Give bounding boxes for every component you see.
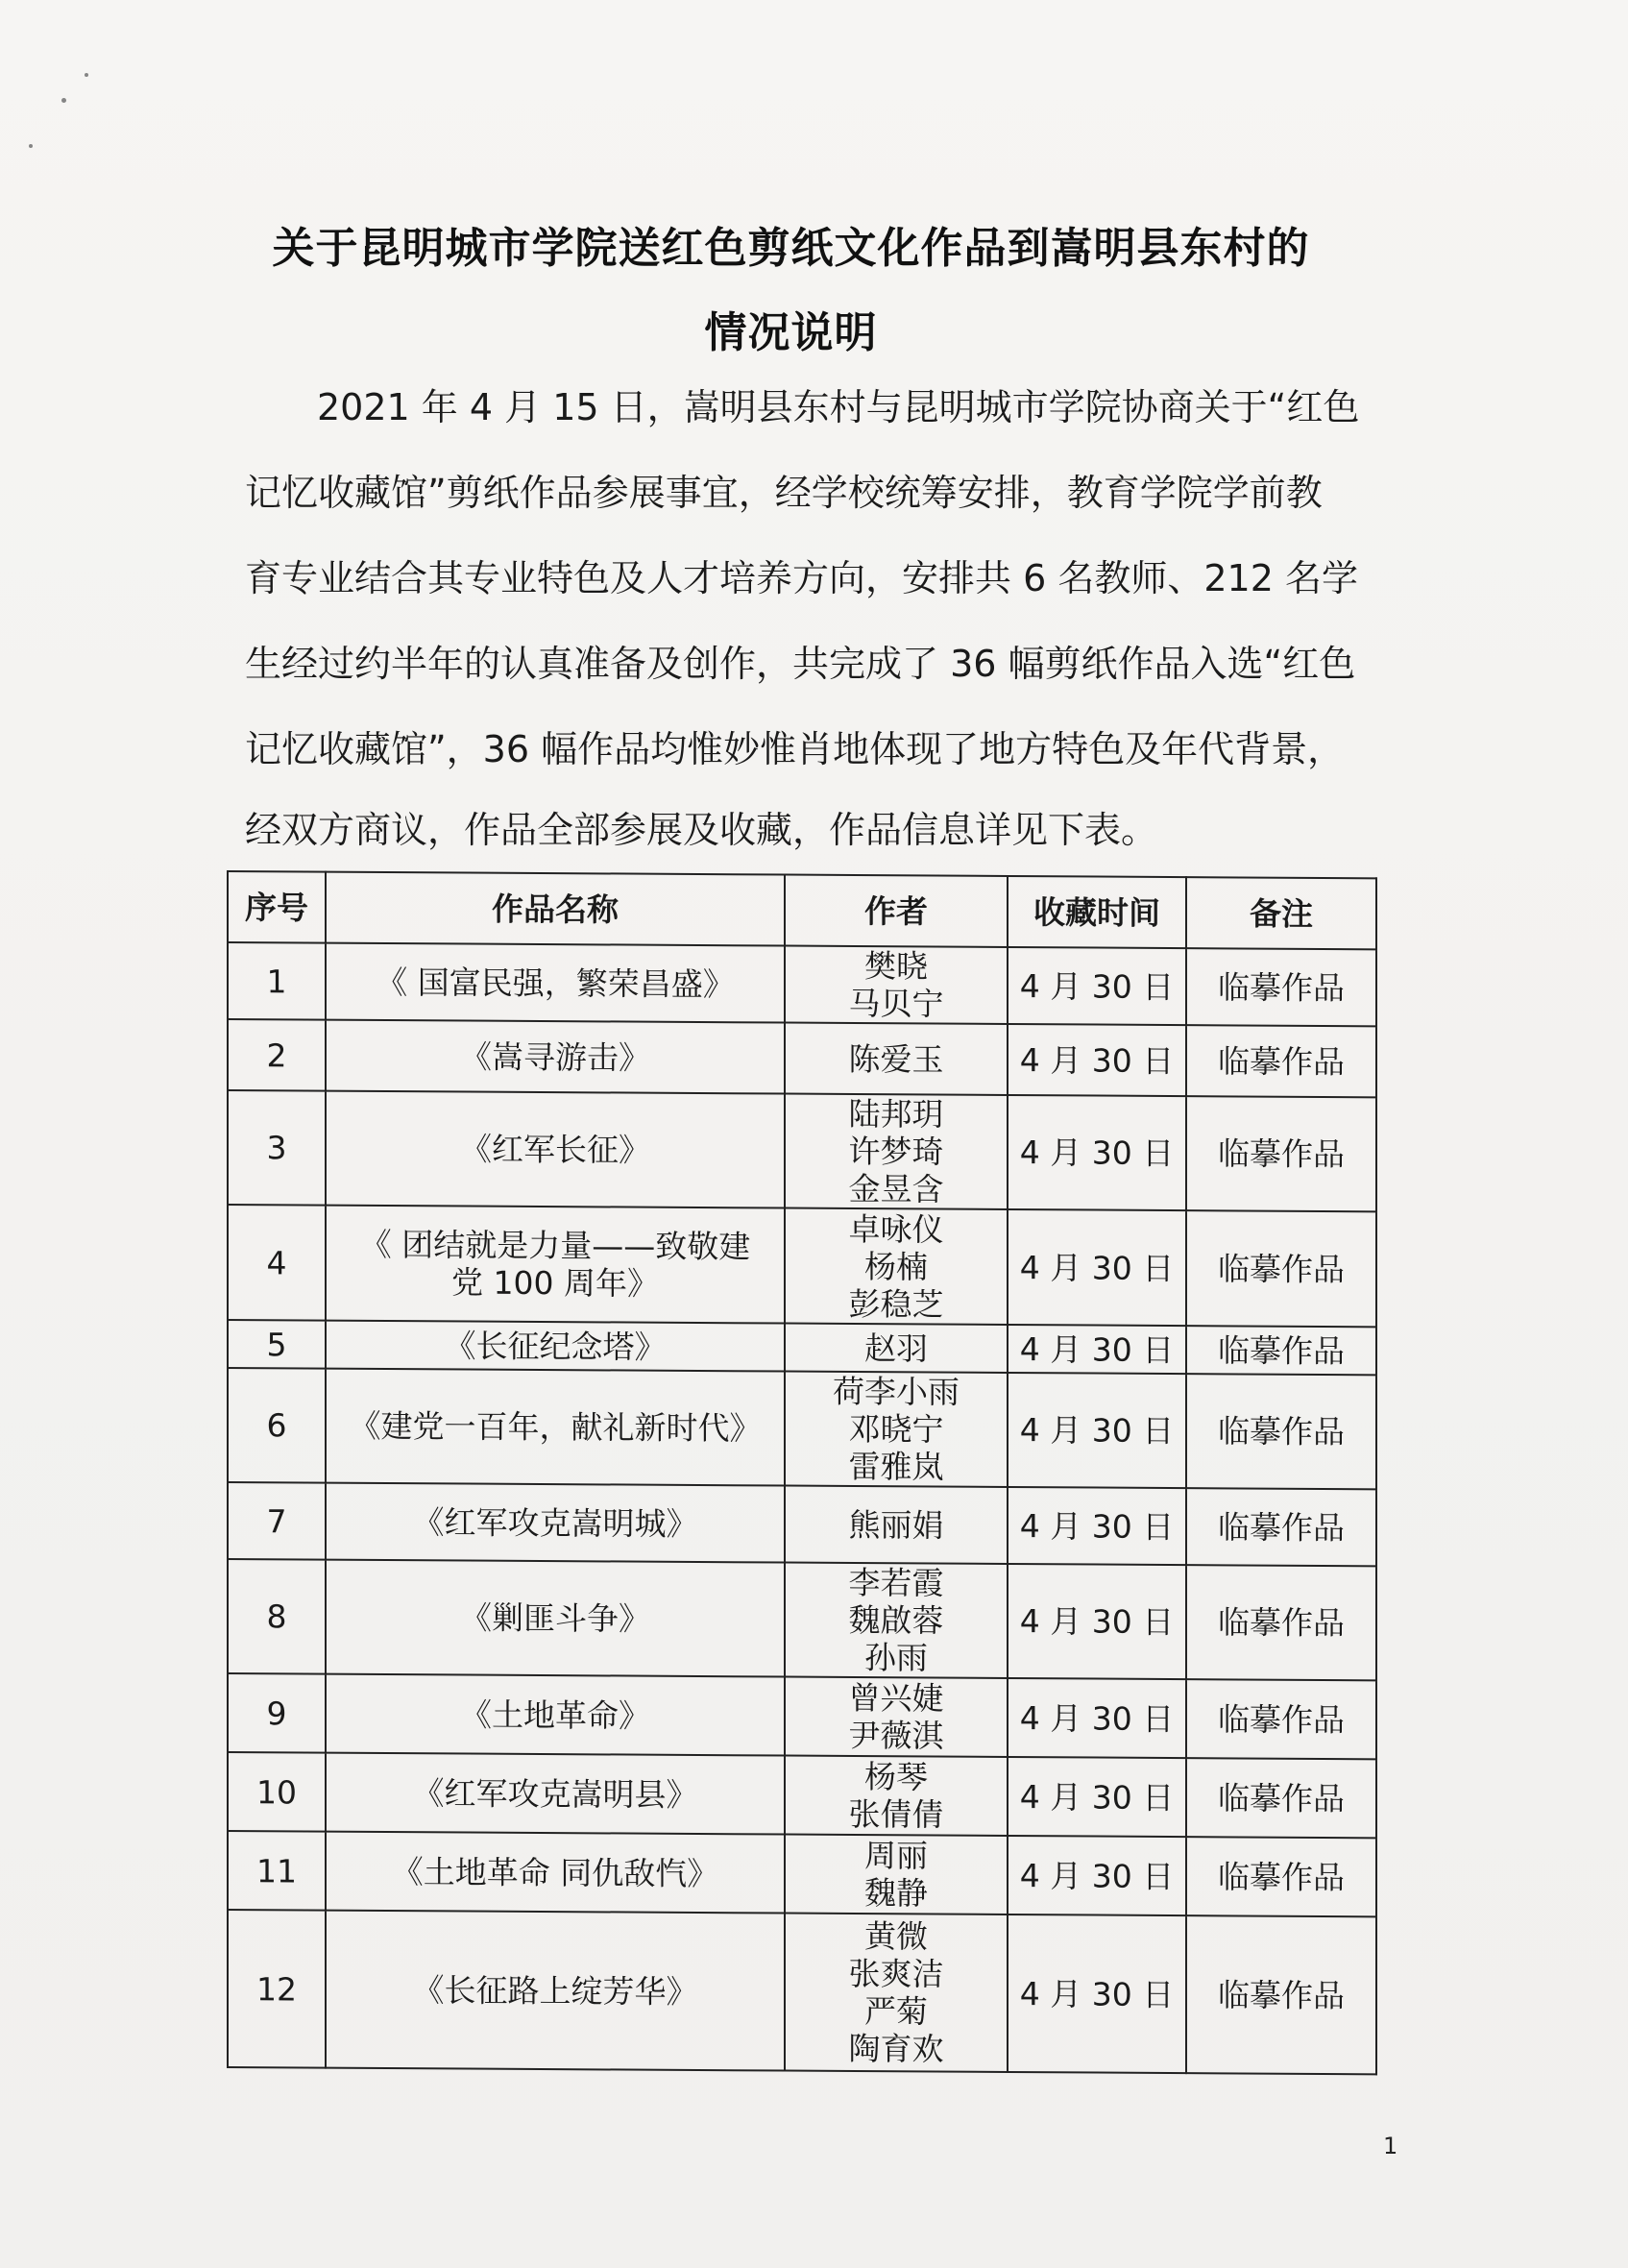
cell-note: 临摹作品 (1186, 1488, 1376, 1566)
author-name: 熊丽娟 (848, 1505, 944, 1545)
cell-name: 《建党一百年，献礼新时代》 (326, 1369, 785, 1486)
author-name: 尹薇淇 (848, 1716, 944, 1755)
cell-authors (785, 1677, 1008, 1757)
cell-time: 4 月 30 日 (1008, 1914, 1186, 2073)
author-name: 卓咏仪 (848, 1209, 944, 1249)
cell-note: 临摹作品 (1186, 1758, 1376, 1838)
cell-time: 4 月 30 日 (1008, 1757, 1186, 1837)
cell-index: 3 (228, 1090, 326, 1206)
author-name: 陆邦玥 (848, 1094, 944, 1134)
table-row (228, 1019, 1376, 1097)
document-title-line-1: 关于昆明城市学院送红色剪纸文化作品到嵩明县东村的 (272, 224, 1310, 273)
paragraph-line: 经双方商议，作品全部参展及收藏，作品信息详见下表。 (245, 809, 1158, 851)
cell-time: 4 月 30 日 (1008, 1024, 1186, 1096)
cell-index: 2 (228, 1019, 326, 1091)
cell-authors (785, 1324, 1008, 1373)
cell-name: 《 国富民强，繁荣昌盛》 (326, 943, 785, 1023)
cell-authors (785, 1094, 1008, 1209)
table-row (228, 1673, 1376, 1759)
works-table (227, 870, 1377, 2075)
scan-speck (61, 98, 66, 103)
cell-time: 4 月 30 日 (1008, 1095, 1186, 1210)
cell-index: 8 (228, 1559, 326, 1674)
author-name: 魏啟蓉 (848, 1600, 944, 1640)
author-name: 魏静 (864, 1874, 928, 1913)
header-author: 作者 (785, 875, 1008, 947)
document-title-line-2: 情况说明 (704, 308, 878, 357)
author-name: 荷李小雨 (833, 1372, 960, 1411)
cell-time: 4 月 30 日 (1008, 1678, 1186, 1758)
table-row (228, 1831, 1376, 1916)
paragraph-line: 2021 年 4 月 15 日，嵩明县东村与昆明城市学院协商关于“红色 (317, 386, 1360, 428)
author-name: 黄微 (864, 1917, 928, 1956)
cell-index: 10 (228, 1752, 326, 1832)
cell-index: 7 (228, 1482, 326, 1560)
cell-time: 4 月 30 日 (1008, 1564, 1186, 1679)
table-row (228, 1205, 1376, 1327)
author-name: 樊晓 (864, 947, 928, 986)
author-name: 张倩倩 (848, 1794, 944, 1834)
author-name: 赵羽 (864, 1329, 928, 1367)
author-name: 杨琴 (864, 1758, 928, 1796)
paragraph-line: 记忆收藏馆”，36 幅作品均惟妙惟肖地体现了地方特色及年代背景， (245, 728, 1345, 770)
author-name: 孙雨 (864, 1639, 928, 1677)
cell-authors (785, 1563, 1008, 1678)
author-name: 雷雅岚 (848, 1447, 944, 1486)
cell-note: 临摹作品 (1186, 1915, 1376, 2074)
author-name: 周丽 (864, 1837, 928, 1875)
cell-index: 1 (228, 942, 326, 1020)
header-index: 序号 (228, 871, 326, 943)
author-name: 曾兴婕 (848, 1678, 944, 1718)
author-name: 彭稳芝 (848, 1284, 944, 1324)
paragraph-line: 记忆收藏馆”剪纸作品参展事宜，经学校统筹安排，教育学院学前教 (245, 472, 1323, 514)
header-note: 备注 (1186, 877, 1376, 949)
cell-authors (785, 946, 1008, 1024)
table-header-row (228, 871, 1376, 949)
table-row (228, 1482, 1376, 1566)
cell-index: 11 (228, 1831, 326, 1911)
paragraph-line: 生经过约半年的认真准备及创作，共完成了 36 幅剪纸作品入选“红色 (245, 643, 1356, 685)
cell-authors (785, 1208, 1008, 1325)
cell-authors (785, 1914, 1008, 2072)
cell-index: 4 (228, 1205, 326, 1321)
header-name: 作品名称 (326, 872, 785, 946)
cell-note: 临摹作品 (1186, 1374, 1376, 1489)
cell-authors (785, 1486, 1008, 1564)
table-row (228, 1090, 1376, 1211)
table-row (228, 1752, 1376, 1838)
work-name-line: 《 团结就是力量——致敬建 (359, 1225, 751, 1266)
table-row (228, 1910, 1376, 2074)
author-name: 杨楠 (864, 1247, 928, 1285)
cell-name: 《长征纪念塔》 (326, 1321, 785, 1372)
header-time: 收藏时间 (1008, 876, 1186, 948)
table-row (228, 1368, 1376, 1489)
work-name-line: 党 100 周年》 (451, 1263, 659, 1303)
cell-name: 《土地革命》 (326, 1674, 785, 1756)
cell-name: 《红军攻克嵩明县》 (326, 1753, 785, 1835)
table-row (228, 1559, 1376, 1680)
author-name: 张爽洁 (848, 1954, 944, 1993)
scan-speck (29, 144, 33, 148)
cell-name: 《土地革命 同仇敌忾》 (326, 1832, 785, 1914)
author-name: 严菊 (864, 1992, 928, 2031)
author-name: 许梦琦 (848, 1132, 944, 1171)
cell-note: 临摹作品 (1186, 1565, 1376, 1680)
cell-index: 5 (228, 1320, 326, 1369)
paragraph-line: 育专业结合其专业特色及人才培养方向，安排共 6 名教师、212 名学 (245, 557, 1358, 599)
author-name: 李若霞 (848, 1563, 944, 1602)
scan-speck (85, 73, 88, 77)
page-number: 1 (1383, 2133, 1398, 2159)
cell-note: 临摹作品 (1186, 1096, 1376, 1211)
table-row (228, 1320, 1376, 1375)
cell-index: 9 (228, 1673, 326, 1753)
author-name: 陶育欢 (848, 2029, 944, 2068)
cell-name: 《红军攻克嵩明城》 (326, 1483, 785, 1563)
author-name: 金昱含 (848, 1169, 944, 1208)
cell-authors (785, 1023, 1008, 1095)
cell-time: 4 月 30 日 (1008, 1209, 1186, 1326)
cell-index: 6 (228, 1368, 326, 1483)
cell-time: 4 月 30 日 (1008, 1836, 1186, 1915)
cell-authors (785, 1372, 1008, 1487)
cell-authors (785, 1835, 1008, 1914)
author-name: 邓晓宁 (848, 1409, 944, 1449)
cell-time: 4 月 30 日 (1008, 1373, 1186, 1488)
cell-note: 临摹作品 (1186, 1837, 1376, 1916)
cell-note: 临摹作品 (1186, 1210, 1376, 1327)
cell-name: 《长征路上绽芳华》 (326, 1911, 785, 2071)
cell-time: 4 月 30 日 (1008, 1487, 1186, 1565)
cell-note: 临摹作品 (1186, 1679, 1376, 1759)
author-name: 陈爱玉 (848, 1039, 944, 1079)
cell-name: 《嵩寻游击》 (326, 1020, 785, 1094)
cell-note: 临摹作品 (1186, 1326, 1376, 1375)
cell-time: 4 月 30 日 (1008, 947, 1186, 1025)
cell-name: 《红军长征》 (326, 1091, 785, 1208)
cell-note: 临摹作品 (1186, 948, 1376, 1026)
table-row (228, 942, 1376, 1026)
cell-time: 4 月 30 日 (1008, 1325, 1186, 1374)
cell-name (326, 1206, 785, 1324)
cell-authors (785, 1756, 1008, 1836)
author-name: 马贝宁 (848, 984, 944, 1023)
cell-note: 临摹作品 (1186, 1025, 1376, 1097)
cell-index: 12 (228, 1910, 326, 2068)
cell-name: 《剿匪斗争》 (326, 1560, 785, 1677)
